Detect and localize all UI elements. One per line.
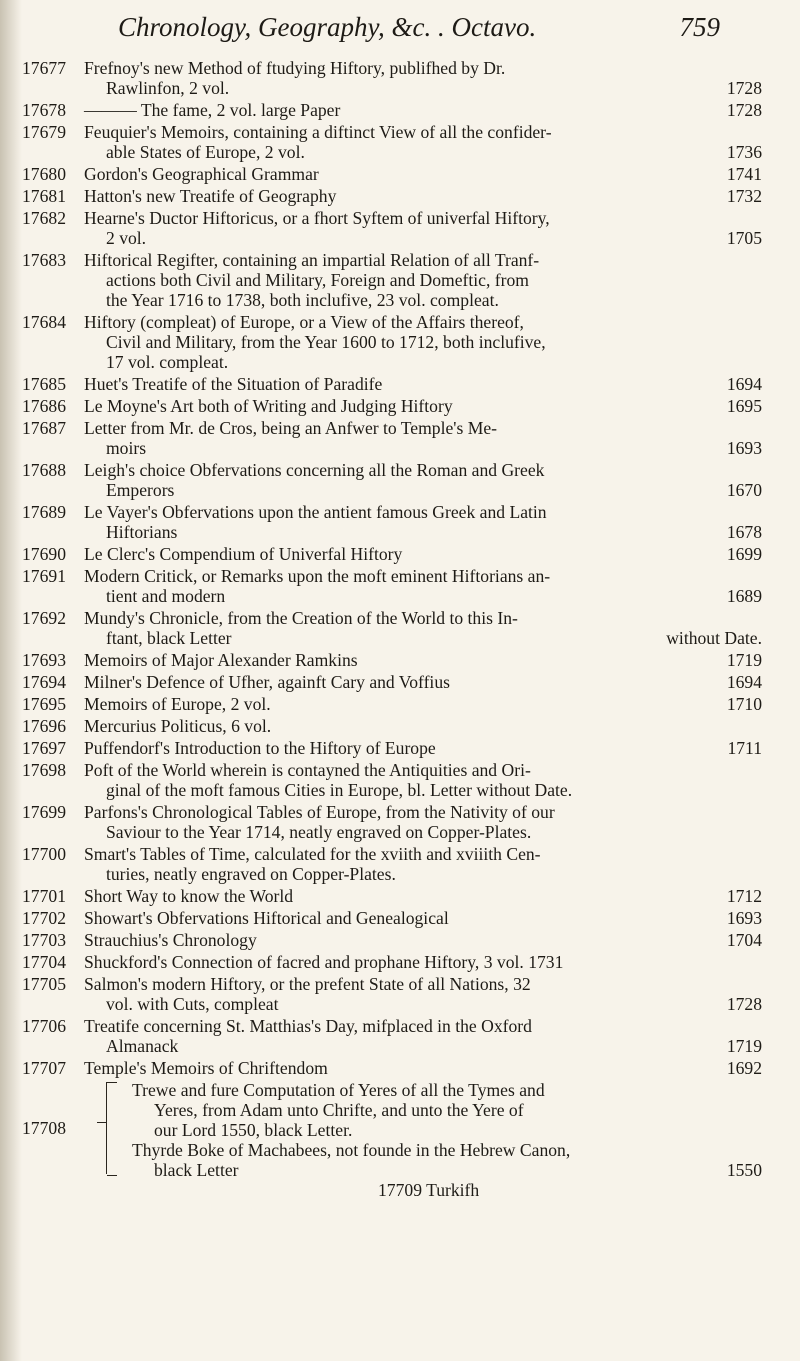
entry-number: 17700 — [22, 844, 66, 864]
entry-line — [132, 1080, 762, 1100]
entry-text: the Year 1716 to 1738, both inclufive, 23 vol. compleat. — [106, 290, 499, 310]
catalog-entry — [22, 460, 762, 500]
entry-line — [84, 738, 762, 758]
entry-line — [84, 974, 762, 994]
entry-line — [84, 332, 762, 352]
entry-number: 17707 — [22, 1058, 66, 1078]
entry-line — [84, 374, 762, 394]
entry-text: Mercurius Politicus, 6 vol. — [84, 716, 272, 736]
entry-year: 1550 — [726, 1160, 762, 1180]
entry-text: Thyrde Boke of Machabees, not founde in the Hebrew Canon, — [132, 1140, 571, 1160]
entry-year: 1711 — [727, 738, 762, 758]
bracketed-entry — [22, 1080, 762, 1180]
entry-year: 1719 — [726, 650, 762, 670]
entry-text: Strauchius's Chronology — [84, 930, 257, 950]
catalog-entry — [22, 672, 762, 692]
entry-number: 17687 — [22, 418, 66, 438]
entry-text: Le Moyne's Art both of Writing and Judging Hiftory — [84, 396, 453, 416]
catalog-entry — [22, 1016, 762, 1056]
catalog-entry — [22, 164, 762, 184]
entry-text: Temple's Memoirs of Chriftendom — [84, 1058, 328, 1078]
entry-line — [84, 250, 762, 270]
entry-line — [84, 502, 762, 522]
entry-line — [84, 694, 762, 714]
page-header — [118, 12, 718, 52]
entry-line — [84, 186, 762, 206]
entry-line — [84, 994, 762, 1014]
entry-line — [84, 930, 762, 950]
entry-year: without Date. — [666, 628, 762, 648]
entry-line — [84, 566, 762, 586]
entry-line — [84, 760, 762, 780]
entry-text: Treatife concerning St. Matthias's Day, mifplaced in the Oxford — [84, 1016, 532, 1036]
entry-number: 17706 — [22, 1016, 66, 1036]
entry-text: ftant, black Letter — [106, 628, 232, 648]
entry-number: 17678 — [22, 100, 66, 120]
entry-line — [84, 270, 762, 290]
entry-text: Le Vayer's Obfervations upon the antient famous Greek and Latin — [84, 502, 547, 522]
entry-text: Milner's Defence of Ufher, againft Cary and Voffius — [84, 672, 450, 692]
entry-text: our Lord 1550, black Letter. — [154, 1120, 353, 1140]
catalog-entry — [22, 312, 762, 372]
entry-line — [84, 122, 762, 142]
entry-text: turies, neatly engraved on Copper-Plates. — [106, 864, 396, 884]
entry-line — [84, 864, 762, 884]
entry-line — [84, 802, 762, 822]
entry-text: Hiftorical Regifter, containing an impartial Relation of all Tranf- — [84, 250, 540, 270]
entry-line — [84, 522, 762, 542]
entry-line — [84, 1036, 762, 1056]
entry-line — [84, 586, 762, 606]
entry-line — [84, 886, 762, 906]
entry-number: 17690 — [22, 544, 66, 564]
catalog-entry — [22, 122, 762, 162]
entry-line — [84, 164, 762, 184]
entry-text: Memoirs of Major Alexander Ramkins — [84, 650, 358, 670]
entry-text: Salmon's modern Hiftory, or the prefent State of all Nations, 32 — [84, 974, 531, 994]
entry-number: 17693 — [22, 650, 66, 670]
entry-number: 17683 — [22, 250, 66, 270]
entry-year: 1719 — [726, 1036, 762, 1056]
catchword — [22, 1180, 762, 1200]
entry-line — [84, 1058, 762, 1078]
catalog-entry — [22, 930, 762, 950]
entry-number: 17686 — [22, 396, 66, 416]
entry-line — [132, 1100, 762, 1120]
catchword-text: 17709 Turkifh — [378, 1180, 480, 1200]
entry-text: Smart's Tables of Time, calculated for the xviith and xviiith Cen- — [84, 844, 541, 864]
entry-line — [84, 142, 762, 162]
entry-year: 1710 — [726, 694, 762, 714]
entry-text: ——— The fame, 2 vol. large Paper — [84, 100, 341, 120]
entry-year: 1699 — [726, 544, 762, 564]
catalog-entry — [22, 58, 762, 98]
catalog-entry — [22, 952, 762, 972]
entry-text: tient and modern — [106, 586, 226, 606]
entry-year: 1712 — [726, 886, 762, 906]
catalog-entry — [22, 100, 762, 120]
entry-year: 1732 — [726, 186, 762, 206]
entry-text: Hatton's new Treatife of Geography — [84, 186, 337, 206]
entry-text: Rawlinfon, 2 vol. — [106, 78, 230, 98]
entry-year: 1694 — [726, 672, 762, 692]
entry-line — [84, 312, 762, 332]
entry-line — [84, 650, 762, 670]
entry-year: 1695 — [726, 396, 762, 416]
entry-text: Frefnoy's new Method of ftudying Hiftory, publifhed by Dr. — [84, 58, 506, 78]
entry-line — [84, 1016, 762, 1036]
entry-line — [84, 438, 762, 458]
entry-number: 17695 — [22, 694, 66, 714]
entry-number: 17679 — [22, 122, 66, 142]
catalog-entry — [22, 974, 762, 1014]
entry-text: actions both Civil and Military, Foreign and Domeftic, from — [106, 270, 529, 290]
entry-year: 1678 — [726, 522, 762, 542]
entry-text: vol. with Cuts, compleat — [106, 994, 279, 1014]
entry-line — [132, 1120, 762, 1140]
catalog-entry — [22, 544, 762, 564]
entry-text: Short Way to know the World — [84, 886, 294, 906]
entry-line — [84, 544, 762, 564]
entry-year: 1736 — [726, 142, 762, 162]
running-title: Chronology, Geography, &c. . Octavo. — [118, 12, 537, 42]
entry-number: 17689 — [22, 502, 66, 522]
entry-line — [84, 672, 762, 692]
entry-text: Huet's Treatife of the Situation of Paradife — [84, 374, 383, 394]
entry-line — [84, 780, 762, 800]
entry-year: 1705 — [726, 228, 762, 248]
entry-line — [132, 1160, 762, 1180]
entry-number: 17681 — [22, 186, 66, 206]
entry-number: 17682 — [22, 208, 66, 228]
entry-line — [84, 396, 762, 416]
entry-text: Feuquier's Memoirs, containing a diftinct View of all the confider- — [84, 122, 552, 142]
entry-number: 17702 — [22, 908, 66, 928]
entry-text: Letter from Mr. de Cros, being an Anfwer to Temple's Me- — [84, 418, 498, 438]
entry-text: Puffendorf's Introduction to the Hiftory of Europe — [84, 738, 436, 758]
entry-text: Gordon's Geographical Grammar — [84, 164, 319, 184]
catalog-entry — [22, 760, 762, 800]
entry-text: Hiftory (compleat) of Europe, or a View of the Affairs thereof, — [84, 312, 524, 332]
entry-number: 17677 — [22, 58, 66, 78]
entry-line — [84, 228, 762, 248]
entry-text: Yeres, from Adam unto Chrifte, and unto the Yere of — [154, 1100, 524, 1120]
entry-line — [84, 908, 762, 928]
entry-line — [84, 100, 762, 120]
page-number: 759 — [679, 12, 720, 42]
entry-line — [84, 844, 762, 864]
entry-number: 17697 — [22, 738, 66, 758]
entry-number: 17708 — [22, 1118, 66, 1138]
entry-line — [84, 58, 762, 78]
catalog-entry — [22, 250, 762, 310]
entry-text: Shuckford's Connection of facred and prophane Hiftory, 3 vol. 1731 — [84, 952, 564, 972]
entry-text: Hearne's Ductor Hiftoricus, or a fhort Syftem of univerfal Hiftory, — [84, 208, 550, 228]
entry-number: 17703 — [22, 930, 66, 950]
entry-line — [132, 1140, 762, 1160]
catalog-entry — [22, 418, 762, 458]
entry-line — [84, 78, 762, 98]
entry-number: 17685 — [22, 374, 66, 394]
entry-text: Poft of the World wherein is contayned the Antiquities and Ori- — [84, 760, 531, 780]
entry-year: 1670 — [726, 480, 762, 500]
entry-text: moirs — [106, 438, 147, 458]
curly-brace — [106, 1082, 121, 1174]
entry-text: able States of Europe, 2 vol. — [106, 142, 305, 162]
catalog-entry — [22, 374, 762, 394]
entry-number: 17688 — [22, 460, 66, 480]
entry-text: Emperors — [106, 480, 175, 500]
catalog-entry — [22, 886, 762, 906]
entry-text: black Letter — [154, 1160, 239, 1180]
entry-line — [84, 822, 762, 842]
entry-line — [84, 480, 762, 500]
catalog-entry — [22, 844, 762, 884]
catalog-entry — [22, 650, 762, 670]
catalog-entry — [22, 608, 762, 648]
entry-line — [84, 952, 762, 972]
entry-text: Showart's Obfervations Hiftorical and Genealogical — [84, 908, 449, 928]
entry-text: Mundy's Chronicle, from the Creation of the World to this In- — [84, 608, 518, 628]
entry-number: 17699 — [22, 802, 66, 822]
entry-line — [84, 460, 762, 480]
entry-year: 1728 — [726, 994, 762, 1014]
entry-text: Trewe and fure Computation of Yeres of all the Tymes and — [132, 1080, 545, 1100]
catalog-entry — [22, 1058, 762, 1078]
entry-text: ginal of the moft famous Cities in Europe, bl. Letter without Date. — [106, 780, 573, 800]
entry-number: 17701 — [22, 886, 66, 906]
entry-year: 1693 — [726, 438, 762, 458]
entry-year: 1694 — [726, 374, 762, 394]
entry-text: Hiftorians — [106, 522, 178, 542]
entry-line — [84, 290, 762, 310]
entry-year: 1728 — [726, 100, 762, 120]
catalog-entry — [22, 738, 762, 758]
catalog-entry — [22, 502, 762, 542]
entry-number: 17704 — [22, 952, 66, 972]
catalog-entry — [22, 716, 762, 736]
entry-text: Memoirs of Europe, 2 vol. — [84, 694, 271, 714]
entry-year: 1728 — [726, 78, 762, 98]
entry-year: 1693 — [726, 908, 762, 928]
entry-number: 17680 — [22, 164, 66, 184]
entry-text: Parfons's Chronological Tables of Europe, from the Nativity of our — [84, 802, 555, 822]
entry-text: 2 vol. — [106, 228, 147, 248]
entry-number: 17692 — [22, 608, 66, 628]
binding-shadow — [0, 0, 22, 1361]
catalog-entry — [22, 186, 762, 206]
entry-text: Leigh's choice Obfervations concerning all the Roman and Greek — [84, 460, 545, 480]
catalog-entry — [22, 566, 762, 606]
catalog-entry — [22, 802, 762, 842]
entry-number: 17691 — [22, 566, 66, 586]
entry-text: 17 vol. compleat. — [106, 352, 229, 372]
entry-number: 17696 — [22, 716, 66, 736]
entry-text: Almanack — [106, 1036, 179, 1056]
catalog-entries — [22, 58, 762, 1200]
entry-line — [84, 716, 762, 736]
entry-text: Civil and Military, from the Year 1600 to 1712, both inclufive, — [106, 332, 546, 352]
entry-number: 17698 — [22, 760, 66, 780]
entry-text: Saviour to the Year 1714, neatly engraved on Copper-Plates. — [106, 822, 532, 842]
entry-number: 17694 — [22, 672, 66, 692]
entry-number: 17684 — [22, 312, 66, 332]
entry-year: 1689 — [726, 586, 762, 606]
entry-text: Le Clerc's Compendium of Univerfal Hiftory — [84, 544, 403, 564]
entry-year: 1741 — [726, 164, 762, 184]
entry-year: 1704 — [726, 930, 762, 950]
catalog-entry — [22, 694, 762, 714]
catalog-entry — [22, 208, 762, 248]
entry-year: 1692 — [726, 1058, 762, 1078]
entry-line — [84, 628, 762, 648]
entry-line — [84, 418, 762, 438]
entry-line — [84, 608, 762, 628]
entry-line — [84, 352, 762, 372]
entry-number: 17705 — [22, 974, 66, 994]
entry-text: Modern Critick, or Remarks upon the moft eminent Hiftorians an- — [84, 566, 551, 586]
entry-line — [84, 208, 762, 228]
catalog-entry — [22, 908, 762, 928]
catalog-entry — [22, 396, 762, 416]
